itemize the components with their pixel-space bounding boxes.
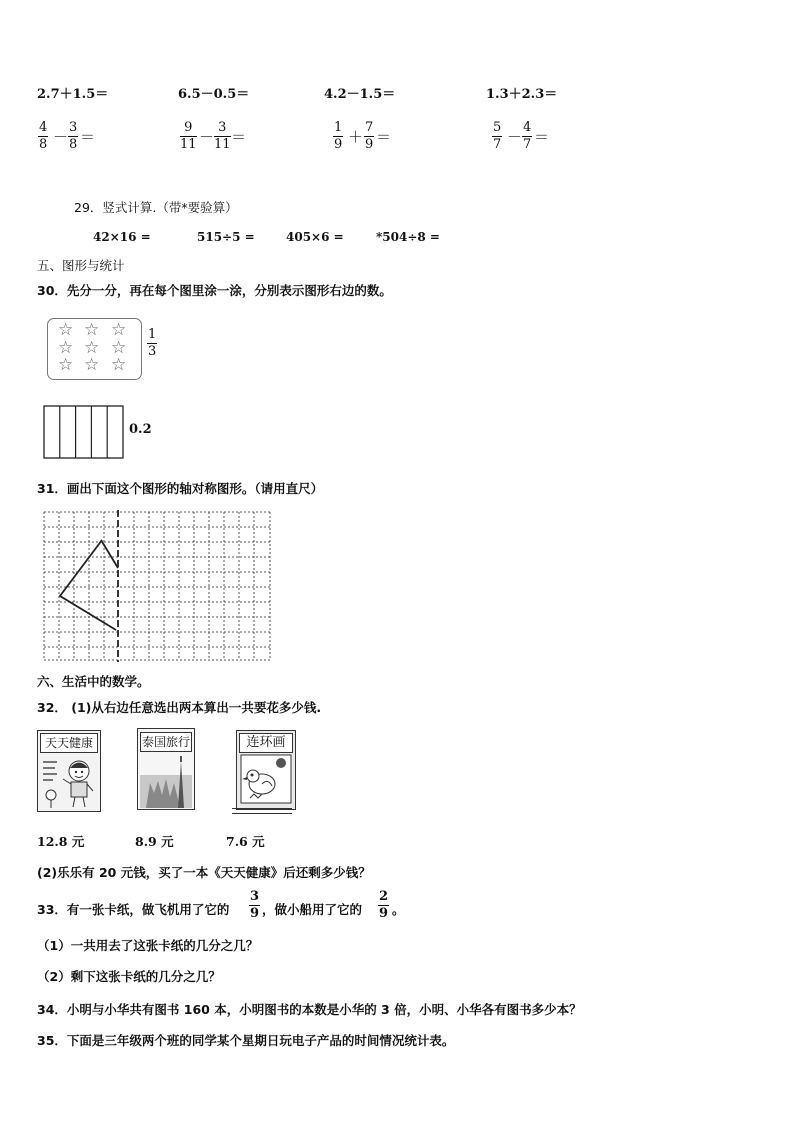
calc-item-2: 6.5－0.5＝ [178,87,250,102]
section-5-heading: 五、图形与统计 [37,258,125,273]
rectangle-five-parts [43,405,125,460]
star-icon: ☆ [84,338,100,358]
calc-item-1: 2.7＋1.5＝ [37,87,109,102]
section-6-heading: 六、生活中的数学。 [37,674,150,689]
dotted-grid [40,508,276,664]
temple-illustration-icon [140,753,192,808]
calc-item-4: 1.3＋2.3＝ [486,87,558,102]
star-icon: ☆ [58,320,74,340]
question-29-title: 29．竖式计算.（带*要验算） [74,200,238,215]
fraction-one-third: $\frac{1}{3}$ [148,327,157,359]
book-lianhuanhua: 连环画 [236,730,296,810]
question-30-title: 30．先分一分，再在每个图里涂一涂，分别表示图形右边的数。 [37,283,392,298]
calc-item-3: 4.2－1.5＝ [324,87,396,102]
star-icon: ☆ [111,355,127,375]
question-33-sub2: （2）剩下这张卡纸的几分之几？ [37,969,221,984]
q29-item-4: *504÷8 = [376,230,440,244]
fraction-two-ninths: $\frac{2}{9}$ [379,889,389,921]
question-34-title: 34．小明与小华共有图书 160 本，小明图书的本数是小华的 3 倍，小明、小华各有图书多少本？ [37,1002,582,1017]
question-33-pre: 33．有一张卡纸，做飞机用了它的 [37,902,230,917]
question-32-part2: (2)乐乐有 20 元钱，买了一本《天天健康》后还剩多少钱？ [37,865,371,880]
question-31-title: 31．画出下面这个图形的轴对称图形。（请用直尺） [37,481,324,496]
book-3-price: 7.6 元 [226,834,265,849]
question-33-sub1: （1）一共用去了这张卡纸的几分之几？ [37,938,259,953]
star-icon: ☆ [58,338,74,358]
q29-item-2: 515÷5 = [197,230,255,244]
star-icon: ☆ [84,320,100,340]
book-tiantian-jiankang: 天天健康 [37,730,101,812]
q29-item-1: 42×16 = [93,230,151,244]
star-icon: ☆ [84,355,100,375]
star-icon: ☆ [111,338,127,358]
book-1-price: 12.8 元 [37,834,85,849]
star-icon: ☆ [58,355,74,375]
book-2-price: 8.9 元 [135,834,174,849]
star-icon: ☆ [111,320,127,340]
fraction-three-ninths: $\frac{3}{9}$ [250,889,260,921]
book-3-pages [232,808,292,814]
question-32-title: 32． (1)从右边任意选出两本算出一共要花多少钱. [37,700,322,715]
label-0-2: 0.2 [129,422,152,437]
bird-illustration-icon [240,754,292,806]
question-33-post: 。 [392,902,405,917]
q29-item-3: 405×6 = [286,230,344,244]
question-33-mid: ，做小船用了它的 [262,902,363,917]
question-35-title: 35．下面是三年级两个班的同学某个星期日玩电子产品的时间情况统计表。 [37,1033,455,1048]
boy-illustration-icon [41,755,97,809]
book-taiguo-lvxing: 泰国旅行 [137,728,195,810]
